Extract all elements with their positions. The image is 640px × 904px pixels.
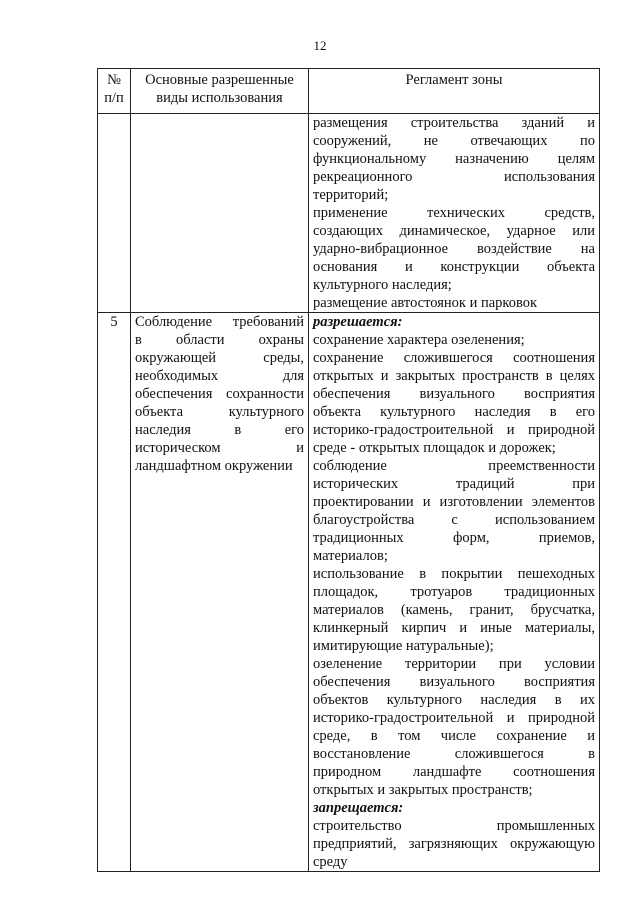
text-line: материалов; <box>313 548 388 564</box>
text-line: в области охраны <box>135 332 304 348</box>
header-num-line: п/п <box>104 90 124 106</box>
cell-regulation <box>309 313 600 872</box>
text-line: окружающей среды, <box>135 350 304 366</box>
text-line: наследия в его <box>135 422 304 438</box>
cell-regulation <box>309 114 600 313</box>
header-uses-line: виды использования <box>156 90 283 106</box>
text-line: размещения строительства зданий и <box>313 115 595 131</box>
header-uses <box>131 69 309 114</box>
text-line: историко-градостроительной и природной <box>313 422 595 438</box>
text-line: сохранение характера озеленения; <box>313 332 525 348</box>
text-line: ландшафтном окружении <box>135 458 293 474</box>
text-line: основания и конструкции объекта <box>313 259 595 275</box>
text-line: проектировании и изготовлении элементов <box>313 494 595 510</box>
text-line: предприятий, загрязняющих окружающую <box>313 836 595 852</box>
text-line: функциональному назначению целям <box>313 151 595 167</box>
section-label: запрещается: <box>313 800 404 816</box>
header-regulation <box>309 69 600 114</box>
text-line: площадок, тротуаров традиционных <box>313 584 595 600</box>
text-line: применение технических средств, <box>313 205 595 221</box>
header-num-line: № <box>107 72 121 88</box>
text-line: создающих динамическое, ударное или <box>313 223 595 239</box>
zone-regulation-table <box>97 68 600 872</box>
text-line: историческом и <box>135 440 304 456</box>
text-line: восстановление сложившегося в <box>313 746 595 762</box>
cell-num: 5 <box>98 313 131 872</box>
text-line: объекта культурного <box>135 404 304 420</box>
text-line: территорий; <box>313 187 389 203</box>
table-row <box>98 313 600 872</box>
cell-uses <box>131 313 309 872</box>
text-line: озеленение территории при условии <box>313 656 595 672</box>
text-line: исторических традиций при <box>313 476 595 492</box>
header-uses-line: Основные разрешенные <box>145 72 294 88</box>
text-line: сооружений, не отвечающих по <box>313 133 595 149</box>
header-num <box>98 69 131 114</box>
table-header-row <box>98 69 600 114</box>
text-line: обеспечения визуального восприятия <box>313 386 595 402</box>
text-line: среде - открытых площадок и дорожек; <box>313 440 556 456</box>
cell-uses <box>131 114 309 313</box>
text-line: открытых и закрытых пространств в целях <box>313 368 595 384</box>
text-line: размещение автостоянок и парковок <box>313 295 538 311</box>
text-line: ударно-вибрационное воздействие на <box>313 241 595 257</box>
text-line: строительство промышленных <box>313 818 595 834</box>
text-line: благоустройства с использованием <box>313 512 595 528</box>
text-line: Соблюдение требований <box>135 314 304 330</box>
text-line: необходимых для <box>135 368 304 384</box>
text-line: соблюдение преемственности <box>313 458 595 474</box>
text-line: открытых и закрытых пространств; <box>313 782 533 798</box>
text-line: клинкерный кирпич и иные материалы, <box>313 620 595 636</box>
text-line: природном ландшафте соотношения <box>313 764 595 780</box>
text-line: историко-градостроительной и природной <box>313 710 595 726</box>
table-row <box>98 114 600 313</box>
text-line: среде, в том числе сохранение и <box>313 728 595 744</box>
text-line: материалов (камень, гранит, брусчатка, <box>313 602 595 618</box>
text-line: традиционных форм, приемов, <box>313 530 595 546</box>
text-line: обеспечения сохранности <box>135 386 304 402</box>
text-line: использование в покрытии пешеходных <box>313 566 595 582</box>
cell-num <box>98 114 131 313</box>
text-line: обеспечения визуального восприятия <box>313 674 595 690</box>
text-line: имитирующие натуральные); <box>313 638 494 654</box>
text-line: среду <box>313 854 348 870</box>
section-label: разрешается: <box>313 314 403 330</box>
text-line: сохранение сложившегося соотношения <box>313 350 595 366</box>
text-line: объекта культурного наследия в его <box>313 404 595 420</box>
text-line: рекреационного использования <box>313 169 595 185</box>
page-number: 12 <box>313 38 327 53</box>
text-line: объектов культурного наследия в их <box>313 692 595 708</box>
text-line: культурного наследия; <box>313 277 452 293</box>
header-regulation-line: Регламент зоны <box>405 72 503 88</box>
